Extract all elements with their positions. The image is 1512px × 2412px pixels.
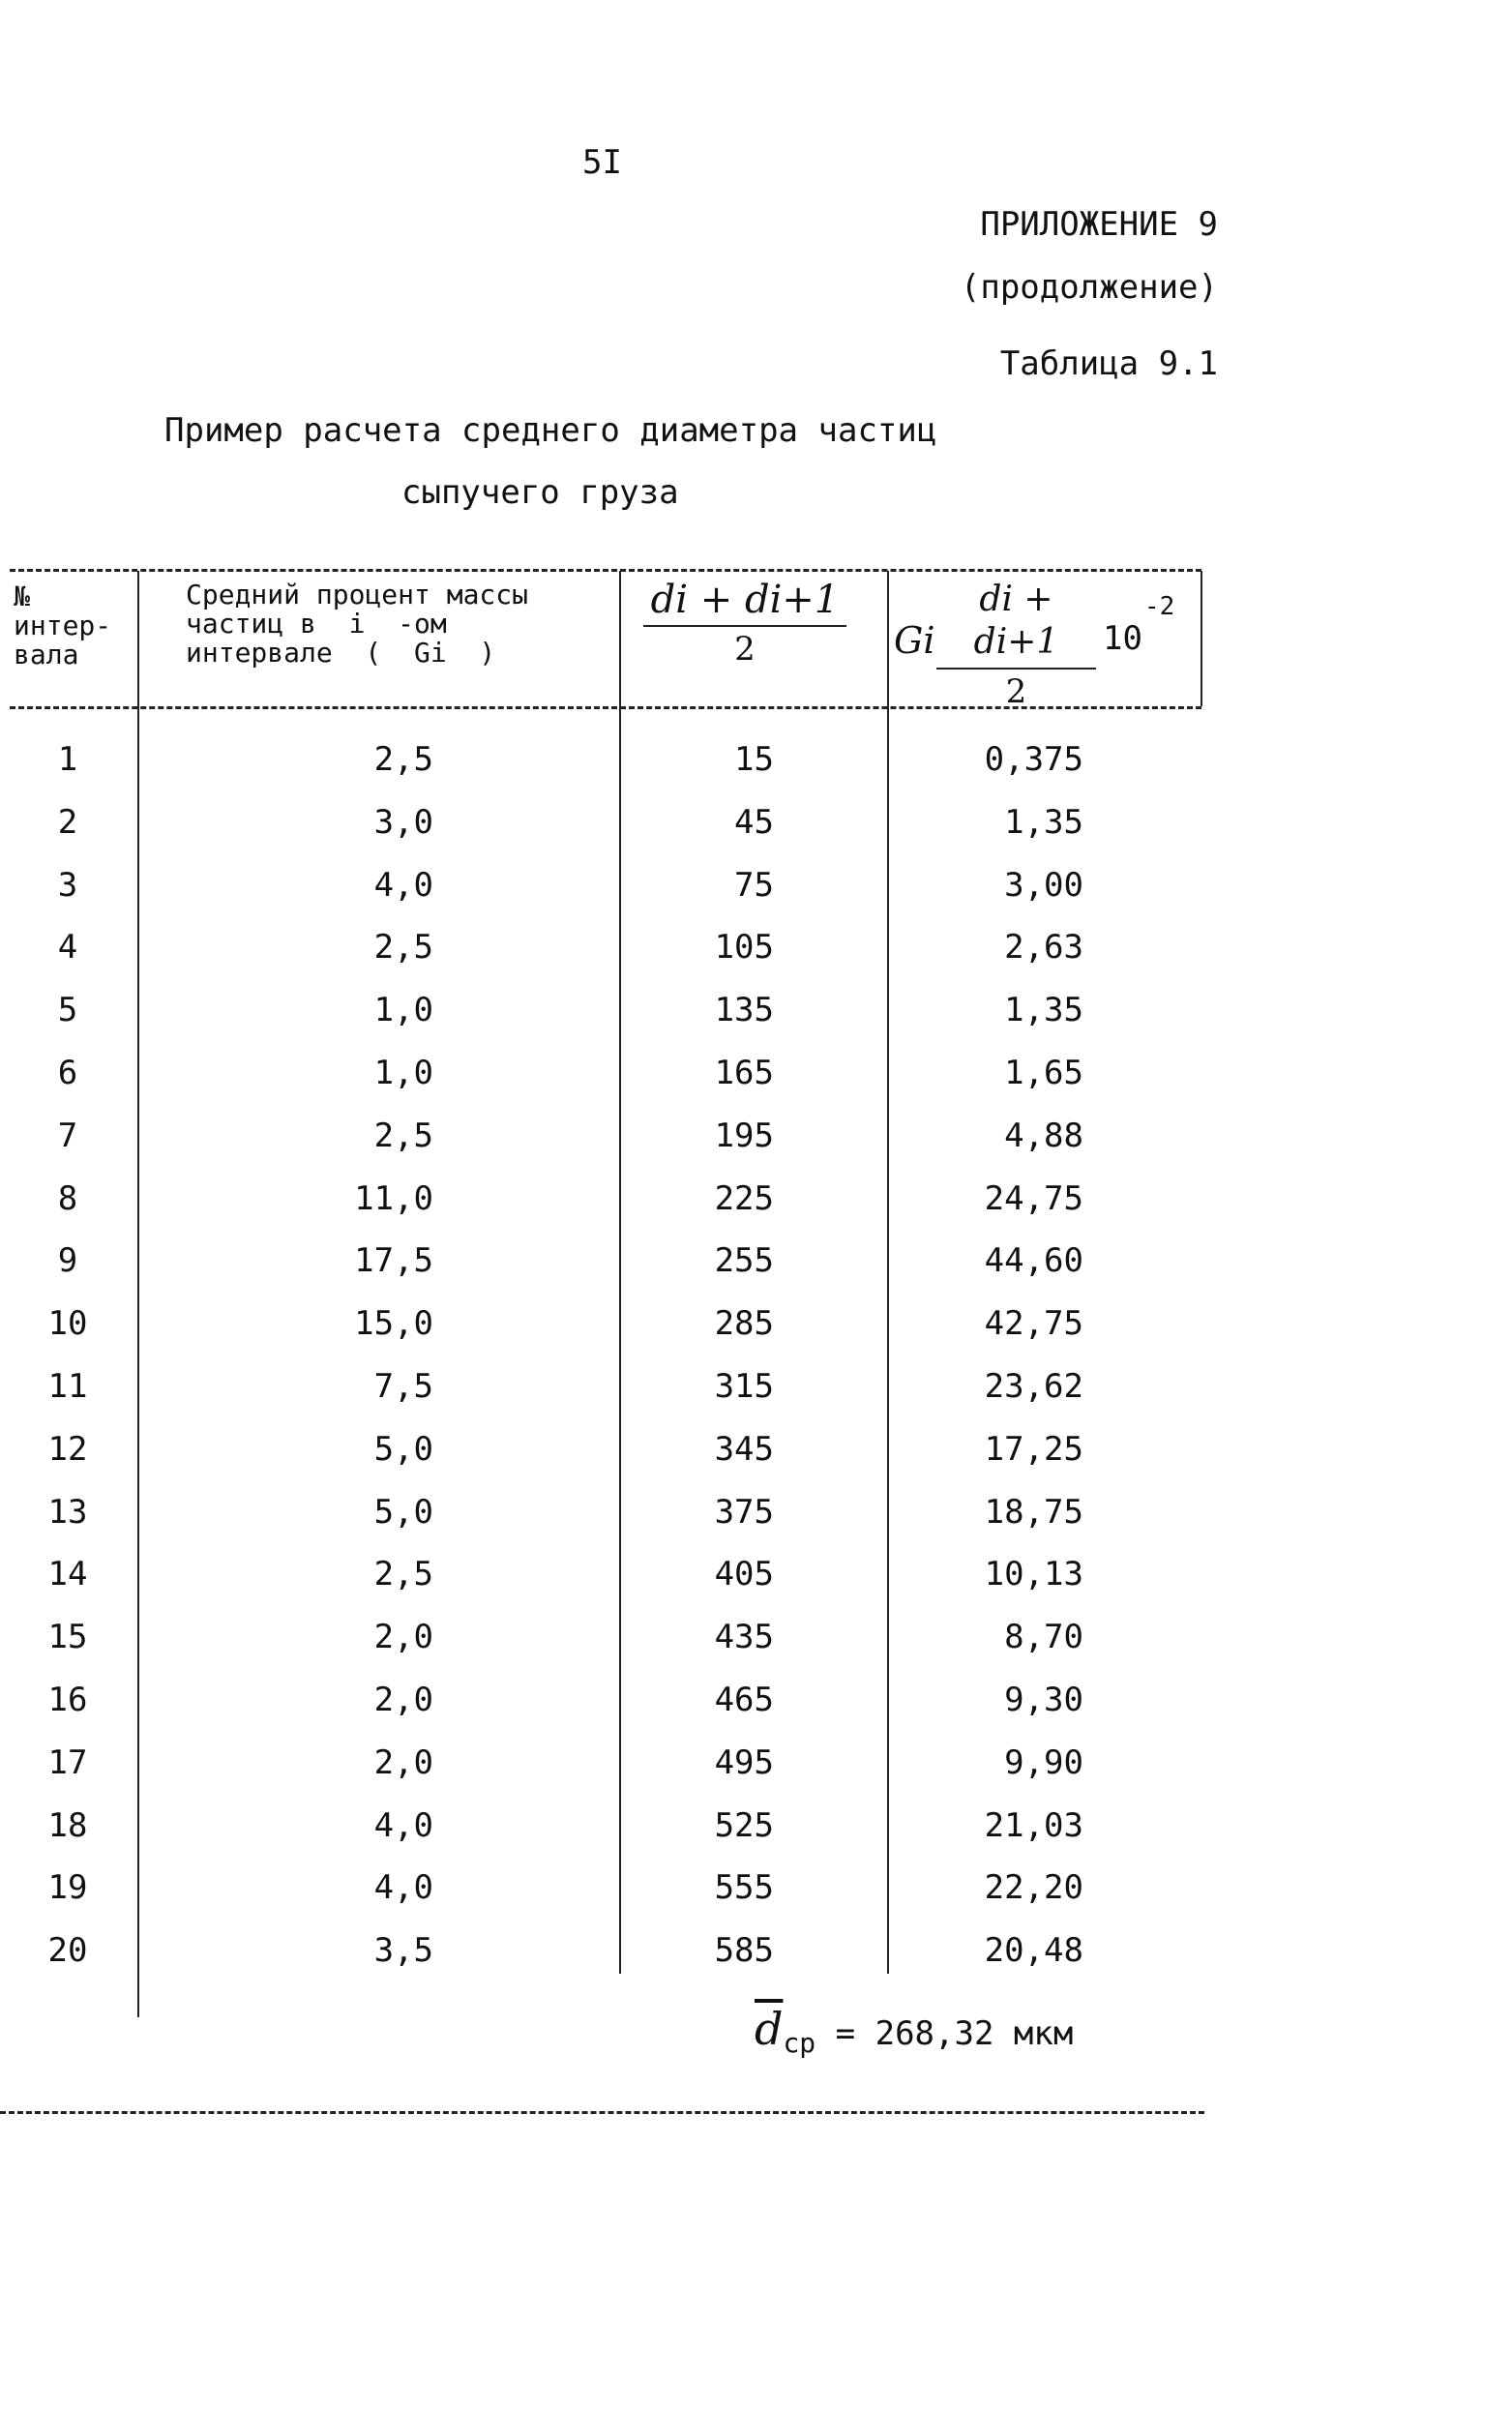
mean-diameter-cell: 435 (714, 1618, 774, 1656)
table-label: Таблица 9.1 (999, 344, 1218, 383)
mean-diameter-result (755, 2003, 1073, 2059)
interval-number-cell: 10 (47, 1304, 88, 1343)
product-cell: 4,88 (1004, 1117, 1083, 1155)
mean-diameter-cell: 315 (714, 1367, 774, 1406)
page-number: 5I (582, 143, 622, 182)
result-subscript: ср (783, 2026, 816, 2059)
column-divider-right (1201, 571, 1202, 706)
mean-diameter-cell: 165 (714, 1054, 774, 1092)
mean-diameter-cell: 585 (714, 1931, 774, 1970)
mass-percent-cell: 15,0 (354, 1304, 433, 1343)
mean-diameter-cell: 345 (714, 1430, 774, 1469)
interval-number-cell: 9 (57, 1241, 78, 1280)
table-caption-line1: Пример расчета среднего диаметра частиц (164, 411, 937, 450)
mass-percent-cell: 3,5 (373, 1931, 433, 1970)
mass-percent-cell: 1,0 (373, 991, 433, 1029)
product-cell: 17,25 (984, 1430, 1083, 1469)
result-value: = 268,32 мкм (835, 2014, 1074, 2053)
mean-diameter-cell: 405 (714, 1555, 774, 1593)
product-cell: 9,30 (1004, 1681, 1083, 1719)
interval-number-cell: 7 (57, 1117, 78, 1155)
mean-diameter-cell: 45 (734, 803, 774, 842)
mass-percent-cell: 3,0 (373, 803, 433, 842)
product-cell: 21,03 (984, 1806, 1083, 1845)
mean-diameter-cell: 255 (714, 1241, 774, 1280)
product-cell: 8,70 (1004, 1618, 1083, 1656)
mass-percent-cell: 4,0 (373, 1868, 433, 1907)
product-cell: 23,62 (984, 1367, 1083, 1406)
product-cell: 18,75 (984, 1493, 1083, 1532)
table-top-border (10, 569, 1201, 572)
interval-number-cell: 18 (47, 1806, 88, 1845)
product-cell: 24,75 (984, 1179, 1083, 1218)
mass-percent-cell: 2,0 (373, 1743, 433, 1782)
interval-number-cell: 6 (57, 1054, 78, 1092)
mean-diameter-cell: 15 (734, 740, 774, 779)
mean-diameter-cell: 105 (714, 928, 774, 967)
product-cell: 2,63 (1004, 928, 1083, 967)
product-cell: 42,75 (984, 1304, 1083, 1343)
mean-diameter-cell: 555 (714, 1868, 774, 1907)
mean-diameter-cell: 495 (714, 1743, 774, 1782)
mass-percent-cell: 17,5 (354, 1241, 433, 1280)
header-product-exponent: -2 (1144, 592, 1175, 621)
interval-number-cell: 20 (47, 1931, 88, 1970)
mass-percent-cell: 4,0 (373, 1806, 433, 1845)
mass-percent-cell: 5,0 (373, 1493, 433, 1532)
interval-number-cell: 4 (57, 928, 78, 967)
interval-number-cell: 3 (57, 866, 78, 905)
mean-diameter-cell: 285 (714, 1304, 774, 1343)
mean-diameter-cell: 465 (714, 1681, 774, 1719)
mass-percent-cell: 2,0 (373, 1681, 433, 1719)
header-product-prefix: Gi (894, 619, 935, 662)
appendix-title: ПРИЛОЖЕНИЕ 9 (980, 205, 1218, 244)
product-cell: 0,375 (984, 740, 1083, 779)
product-cell: 10,13 (984, 1555, 1083, 1593)
mean-diameter-cell: 525 (714, 1806, 774, 1845)
mass-percent-cell: 11,0 (354, 1179, 433, 1218)
mass-percent-cell: 2,5 (373, 928, 433, 967)
interval-number-cell: 16 (47, 1681, 88, 1719)
mass-percent-cell: 2,5 (373, 740, 433, 779)
header-product-fraction (936, 579, 1096, 710)
mean-diameter-cell: 375 (714, 1493, 774, 1532)
header-mean-diameter-numerator: di + di+1 (650, 578, 840, 622)
interval-number-cell: 11 (47, 1367, 88, 1406)
interval-number-cell: 14 (47, 1555, 88, 1593)
fraction-bar (936, 668, 1096, 670)
interval-number-cell: 12 (47, 1430, 88, 1469)
product-cell: 3,00 (1004, 866, 1083, 905)
product-cell: 44,60 (984, 1241, 1083, 1280)
header-product-numerator: di + di+1 (973, 580, 1059, 662)
interval-number-cell: 13 (47, 1493, 88, 1532)
continuation-label: (продолжение) (960, 268, 1218, 307)
bottom-dashed-rule (0, 2111, 1204, 2114)
mass-percent-cell: 4,0 (373, 866, 433, 905)
mean-diameter-cell: 75 (734, 866, 774, 905)
mean-diameter-cell: 135 (714, 991, 774, 1029)
interval-number-cell: 5 (57, 991, 78, 1029)
header-mean-diameter (643, 579, 846, 668)
interval-number-cell: 8 (57, 1179, 78, 1218)
table-caption-line2: сыпучего груза (401, 473, 679, 512)
product-cell: 20,48 (984, 1931, 1083, 1970)
product-cell: 9,90 (1004, 1743, 1083, 1782)
product-cell: 1,35 (1004, 991, 1083, 1029)
interval-number-cell: 2 (57, 803, 78, 842)
mean-diameter-cell: 225 (714, 1179, 774, 1218)
column-divider-3 (887, 571, 889, 1974)
interval-number-cell: 15 (47, 1618, 88, 1656)
header-mass-percent: Средний процент массы частиц в i -ом интервале ( Gi ) (186, 579, 529, 669)
interval-number-cell: 19 (47, 1868, 88, 1907)
product-cell: 22,20 (984, 1868, 1083, 1907)
mass-percent-cell: 5,0 (373, 1430, 433, 1469)
product-cell: 1,35 (1004, 803, 1083, 842)
interval-number-cell: 17 (47, 1743, 88, 1782)
product-cell: 1,65 (1004, 1054, 1083, 1092)
fraction-bar (643, 625, 846, 627)
interval-number-cell: 1 (57, 740, 78, 779)
header-product-factor: 10 (1103, 619, 1142, 658)
header-interval-number: № интер- вала (14, 581, 112, 670)
mass-percent-cell: 2,5 (373, 1555, 433, 1593)
header-mean-diameter-denominator: 2 (734, 630, 756, 669)
mass-percent-cell: 1,0 (373, 1054, 433, 1092)
header-product-denominator: 2 (1005, 672, 1027, 711)
column-divider-2 (619, 571, 621, 1974)
mass-percent-cell: 2,0 (373, 1618, 433, 1656)
mass-percent-cell: 7,5 (373, 1367, 433, 1406)
mean-diameter-cell: 195 (714, 1117, 774, 1155)
mass-percent-cell: 2,5 (373, 1117, 433, 1155)
result-symbol: $\overline{d}$ (755, 2003, 784, 2055)
column-divider-1 (137, 571, 139, 2017)
